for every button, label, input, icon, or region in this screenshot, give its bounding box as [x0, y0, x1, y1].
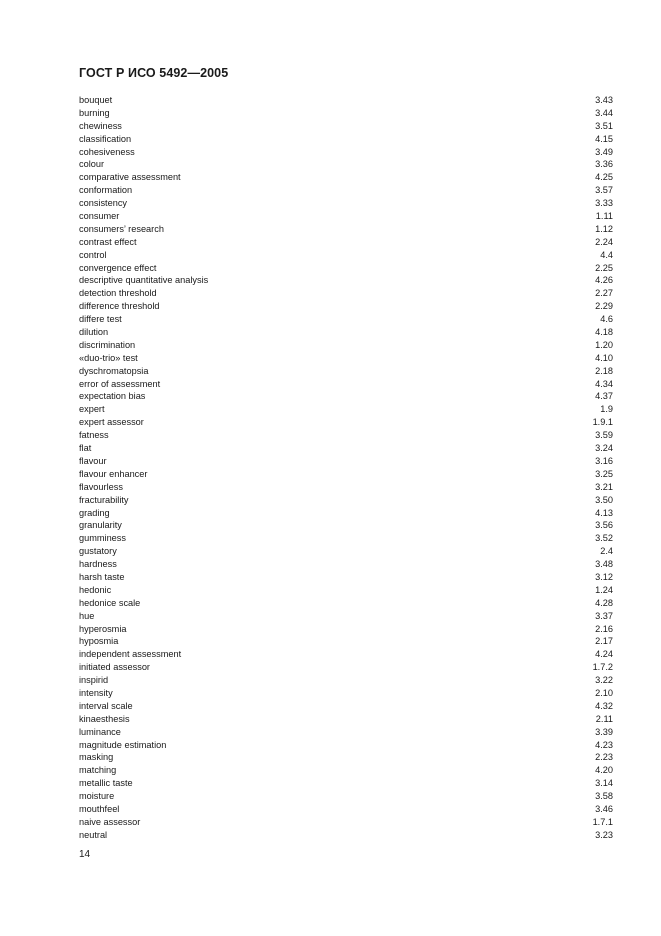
- index-reference-number: 1.12: [595, 223, 613, 234]
- index-reference-number: 1.20: [595, 339, 613, 350]
- index-reference-number: 2.23: [595, 752, 613, 763]
- index-reference-number: 4.6: [600, 314, 613, 325]
- page-number: 14: [79, 849, 91, 860]
- index-entry: [79, 390, 613, 403]
- index-term: naive assessor: [79, 816, 141, 827]
- index-entry: [79, 674, 613, 687]
- index-entry: [79, 94, 613, 107]
- index-reference-number: 3.52: [595, 533, 613, 544]
- index-entry: [79, 378, 613, 391]
- index-term: kinaesthesis: [79, 713, 130, 724]
- index-reference-number: 3.48: [595, 559, 613, 570]
- index-term: mouthfeel: [79, 803, 120, 814]
- index-reference-number: 4.34: [595, 378, 613, 389]
- index-entry: [79, 803, 613, 816]
- index-entry: [79, 403, 613, 416]
- index-term: burning: [79, 107, 110, 118]
- index-term: gumminess: [79, 533, 126, 544]
- index-reference-number: 3.56: [595, 520, 613, 531]
- index-term: hedonic: [79, 584, 112, 595]
- index-entry: [79, 107, 613, 120]
- index-term: harsh taste: [79, 571, 125, 582]
- index-reference-number: 2.4: [600, 546, 613, 557]
- index-reference-number: 3.23: [595, 829, 613, 840]
- index-entry: [79, 313, 613, 326]
- index-term: moisture: [79, 791, 115, 802]
- index-reference-number: 2.25: [595, 262, 613, 273]
- index-term: hedonice scale: [79, 597, 141, 608]
- index-entry: [79, 365, 613, 378]
- index-term: flavour enhancer: [79, 468, 148, 479]
- index-term: colour: [79, 159, 105, 170]
- index-term: expectation bias: [79, 391, 146, 402]
- index-term: flat: [79, 443, 92, 454]
- index-term: independent assessment: [79, 649, 182, 660]
- index-term: gustatory: [79, 546, 117, 557]
- index-reference-number: 3.46: [595, 803, 613, 814]
- index-term: initiated assessor: [79, 662, 150, 673]
- index-term: descriptive quantitative analysis: [79, 275, 209, 286]
- index-reference-number: 2.16: [595, 623, 613, 634]
- index-reference-number: 3.51: [595, 120, 613, 131]
- index-entry: [79, 481, 613, 494]
- index-term: expert assessor: [79, 417, 144, 428]
- index-term: conformation: [79, 185, 133, 196]
- index-term: flavour: [79, 455, 107, 466]
- index-reference-number: 4.25: [595, 172, 613, 183]
- index-entry: [79, 146, 613, 159]
- index-entry: [79, 610, 613, 623]
- index-term: matching: [79, 765, 117, 776]
- index-term: consumer: [79, 211, 120, 222]
- index-entry: [79, 739, 613, 752]
- index-entry: [79, 158, 613, 171]
- index-entry: [79, 545, 613, 558]
- index-reference-number: 1.9.1: [592, 417, 613, 428]
- index-reference-number: 4.37: [595, 391, 613, 402]
- document-header: ГОСТ Р ИСО 5492—2005: [79, 66, 229, 80]
- index-reference-number: 3.12: [595, 571, 613, 582]
- index-entry: [79, 635, 613, 648]
- index-reference-number: 4.4: [600, 249, 613, 260]
- index-reference-number: 3.37: [595, 610, 613, 621]
- index-reference-number: 3.21: [595, 481, 613, 492]
- index-entry: [79, 326, 613, 339]
- index-term: contrast effect: [79, 236, 137, 247]
- index-reference-number: 3.25: [595, 468, 613, 479]
- index-term: expert: [79, 404, 105, 415]
- index-term: consistency: [79, 198, 128, 209]
- index-entry: [79, 416, 613, 429]
- index-reference-number: 3.57: [595, 185, 613, 196]
- index-term: intensity: [79, 687, 113, 698]
- index-reference-number: 4.15: [595, 133, 613, 144]
- index-term: hyperosmia: [79, 623, 127, 634]
- index-term: inspirid: [79, 675, 109, 686]
- index-term: grading: [79, 507, 110, 518]
- index-reference-number: 2.24: [595, 236, 613, 247]
- index-reference-number: 1.11: [595, 211, 613, 222]
- index-reference-number: 4.10: [595, 352, 613, 363]
- index-reference-number: 2.11: [595, 713, 613, 724]
- index-reference-number: 4.18: [595, 327, 613, 338]
- index-term: flavourless: [79, 481, 123, 492]
- index-term: cohesiveness: [79, 146, 135, 157]
- index-term: differe test: [79, 314, 122, 325]
- index-reference-number: 3.44: [595, 107, 613, 118]
- index-term: error of assessment: [79, 378, 161, 389]
- index-term: classification: [79, 133, 132, 144]
- index-reference-number: 3.22: [595, 675, 613, 686]
- index-term: fatness: [79, 430, 109, 441]
- index-reference-number: 1.7.1: [592, 816, 613, 827]
- index-term: difference threshold: [79, 301, 160, 312]
- index-entry: [79, 584, 613, 597]
- index-entry: [79, 687, 613, 700]
- index-term: hyposmia: [79, 636, 119, 647]
- index-entry: [79, 120, 613, 133]
- index-reference-number: 1.24: [595, 584, 613, 595]
- index-entry: [79, 262, 613, 275]
- index-reference-number: 1.7.2: [592, 662, 613, 673]
- index-term: dyschromatopsia: [79, 365, 149, 376]
- index-entry: [79, 558, 613, 571]
- index-entry: [79, 571, 613, 584]
- index-entry: [79, 726, 613, 739]
- index-entry: [79, 494, 613, 507]
- term-index-list: [79, 94, 613, 842]
- index-reference-number: 3.59: [595, 430, 613, 441]
- index-reference-number: 2.10: [595, 687, 613, 698]
- index-term: luminance: [79, 726, 121, 737]
- index-entry: [79, 287, 613, 300]
- index-reference-number: 3.58: [595, 791, 613, 802]
- index-reference-number: 2.29: [595, 301, 613, 312]
- index-reference-number: 2.18: [595, 365, 613, 376]
- index-entry: [79, 829, 613, 842]
- index-term: detection threshold: [79, 288, 157, 299]
- index-entry: [79, 223, 613, 236]
- index-reference-number: 4.26: [595, 275, 613, 286]
- index-reference-number: 3.33: [595, 198, 613, 209]
- index-reference-number: 1.9: [600, 404, 613, 415]
- index-entry: [79, 623, 613, 636]
- index-reference-number: 4.23: [595, 739, 613, 750]
- index-entry: [79, 442, 613, 455]
- index-entry: [79, 171, 613, 184]
- index-term: granularity: [79, 520, 122, 531]
- index-term: dilution: [79, 327, 109, 338]
- index-entry: [79, 713, 613, 726]
- index-entry: [79, 300, 613, 313]
- index-entry: [79, 790, 613, 803]
- index-reference-number: 2.27: [595, 288, 613, 299]
- index-term: hardness: [79, 559, 117, 570]
- index-entry: [79, 700, 613, 713]
- index-term: metallic taste: [79, 778, 133, 789]
- index-reference-number: 4.32: [595, 700, 613, 711]
- index-entry: [79, 507, 613, 520]
- index-term: «duo-trio» test: [79, 352, 138, 363]
- index-reference-number: 3.43: [595, 95, 613, 105]
- index-reference-number: 3.24: [595, 443, 613, 454]
- index-entry: [79, 184, 613, 197]
- index-entry: [79, 816, 613, 829]
- index-reference-number: 4.20: [595, 765, 613, 776]
- index-entry: [79, 352, 613, 365]
- index-entry: [79, 661, 613, 674]
- index-term: interval scale: [79, 700, 133, 711]
- index-reference-number: 3.49: [595, 146, 613, 157]
- index-term: neutral: [79, 829, 108, 840]
- index-entry: [79, 429, 613, 442]
- index-entry: [79, 197, 613, 210]
- index-term: masking: [79, 752, 114, 763]
- index-entry: [79, 236, 613, 249]
- index-reference-number: 4.13: [595, 507, 613, 518]
- index-entry: [79, 751, 613, 764]
- index-entry: [79, 519, 613, 532]
- index-reference-number: 4.24: [595, 649, 613, 660]
- index-term: convergence effect: [79, 262, 157, 273]
- index-reference-number: 3.14: [595, 778, 613, 789]
- index-term: discrimination: [79, 339, 136, 350]
- index-reference-number: 2.17: [595, 636, 613, 647]
- index-term: hue: [79, 610, 95, 621]
- index-term: consumers’ research: [79, 223, 164, 234]
- index-entry: [79, 274, 613, 287]
- index-reference-number: 3.16: [595, 455, 613, 466]
- index-term: comparative assessment: [79, 172, 181, 183]
- index-entry: [79, 339, 613, 352]
- index-entry: [79, 210, 613, 223]
- index-entry: [79, 777, 613, 790]
- index-entry: [79, 468, 613, 481]
- index-reference-number: 3.50: [595, 494, 613, 505]
- index-term: control: [79, 249, 107, 260]
- index-entry: [79, 133, 613, 146]
- index-reference-number: 4.28: [595, 597, 613, 608]
- index-entry: [79, 455, 613, 468]
- index-reference-number: 3.39: [595, 726, 613, 737]
- index-entry: [79, 764, 613, 777]
- index-term: magnitude estimation: [79, 739, 167, 750]
- index-entry: [79, 249, 613, 262]
- index-entry: [79, 532, 613, 545]
- index-term: fracturability: [79, 494, 129, 505]
- index-entry: [79, 597, 613, 610]
- index-reference-number: 3.36: [595, 159, 613, 170]
- index-term: chewiness: [79, 120, 122, 131]
- index-term: bouquet: [79, 95, 113, 105]
- index-entry: [79, 648, 613, 661]
